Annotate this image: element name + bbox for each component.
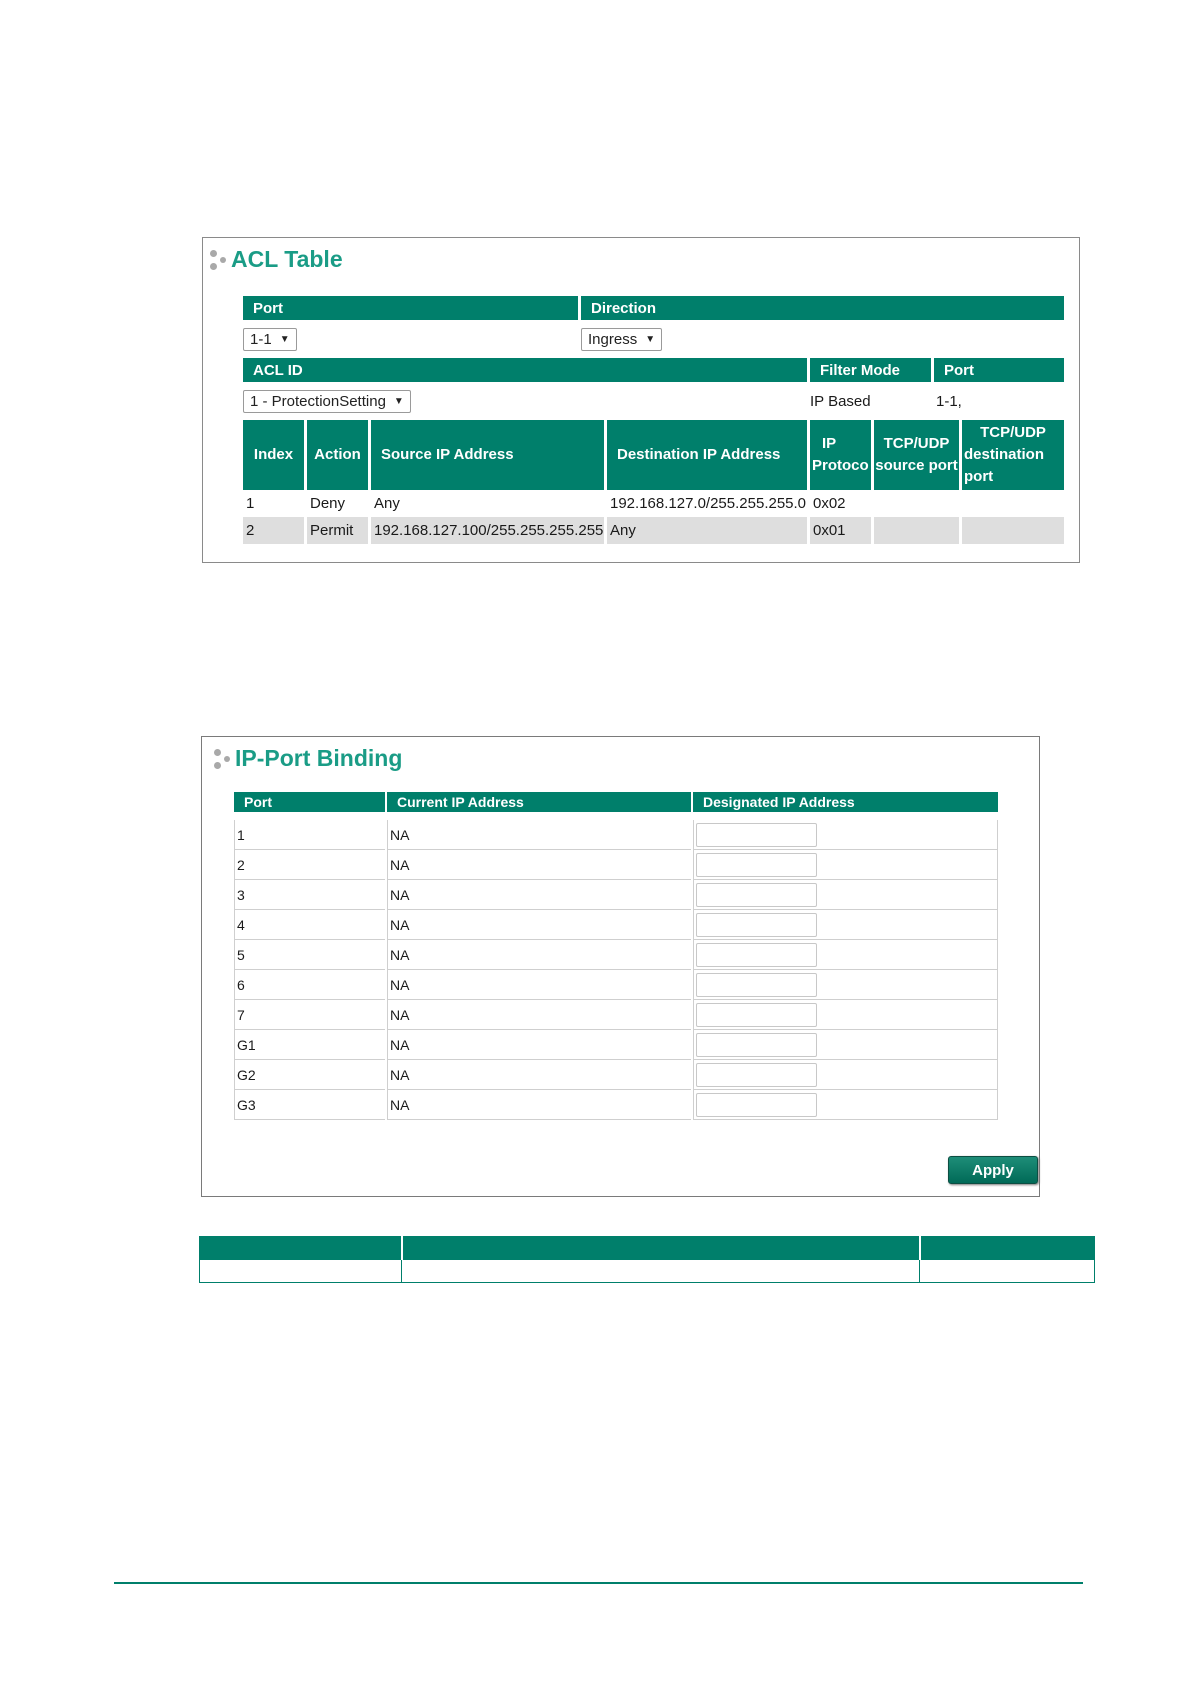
row-current-ip: NA: [387, 970, 691, 1000]
dropdown-arrow-icon: ▼: [393, 395, 404, 407]
col-ip-protocol-line1: IP: [822, 435, 837, 452]
row-index: 1: [246, 495, 255, 512]
row-current-ip: NA: [387, 940, 691, 970]
table-row: [234, 940, 998, 970]
table-row: [234, 1000, 998, 1030]
empty-header-cell: [920, 1237, 1095, 1260]
row-destination-ip: Any: [607, 517, 807, 544]
ip-port-binding-panel: [201, 736, 1040, 1197]
row-port: 3: [234, 880, 385, 910]
row-port: G3: [234, 1090, 385, 1120]
ip-port-binding-title: IP-Port Binding: [235, 745, 403, 771]
col-srcport-line1: TCP/UDP: [883, 435, 950, 452]
designated-ip-input[interactable]: [696, 943, 817, 967]
col-ip-protocol: [810, 420, 871, 490]
designated-ip-input[interactable]: [696, 1003, 817, 1027]
acl-port-direction-grid: [240, 296, 1067, 358]
row-port: G1: [234, 1030, 385, 1060]
col-dstport-line2: destination: [964, 446, 1045, 463]
col-ip-protocol-line2: Protoco: [812, 457, 869, 474]
port-select[interactable]: [243, 328, 297, 351]
acl-port-value: 1-1,: [936, 392, 962, 410]
row-current-ip: NA: [387, 880, 691, 910]
acl-id-grid: [240, 358, 1067, 420]
table-row: [234, 1030, 998, 1060]
ip-port-binding-header: [212, 745, 402, 772]
col-dstport-line1: TCP/UDP: [980, 424, 1046, 441]
row-source-port: [874, 490, 959, 517]
row-current-ip: NA: [387, 820, 691, 850]
empty-body-cell: [200, 1260, 402, 1283]
empty-header-cell: [200, 1237, 402, 1260]
col-port: Port: [234, 792, 385, 812]
col-designated-ip: Designated IP Address: [693, 792, 998, 812]
row-source-ip: Any: [374, 495, 400, 512]
row-action: Deny: [310, 495, 346, 512]
empty-header-cell: [402, 1237, 920, 1260]
row-protocol: 0x01: [810, 517, 871, 544]
dropdown-arrow-icon: ▼: [279, 333, 290, 345]
row-protocol: 0x02: [813, 495, 846, 512]
row-index: 2: [243, 517, 304, 544]
col-index: Index: [243, 420, 304, 490]
acl-table-title: ACL Table: [231, 246, 343, 272]
col-srcport-line2: source port: [875, 457, 958, 474]
direction-header: Direction: [581, 296, 1064, 320]
row-destination-port: [962, 490, 1064, 517]
row-current-ip: NA: [387, 1030, 691, 1060]
row-port: 7: [234, 1000, 385, 1030]
table-row: [234, 820, 998, 850]
port-header: Port: [243, 296, 578, 320]
acl-id-select[interactable]: [243, 390, 411, 413]
section-bullet-icon: [208, 249, 228, 271]
row-current-ip: NA: [387, 1000, 691, 1030]
row-action: Permit: [307, 517, 368, 544]
row-port: G2: [234, 1060, 385, 1090]
col-destination-ip: Destination IP Address: [607, 420, 807, 490]
row-port: 6: [234, 970, 385, 1000]
designated-ip-input[interactable]: [696, 1033, 817, 1057]
col-tcpudp-source-port: [874, 420, 959, 490]
ip-port-binding-table: [232, 792, 1000, 1120]
col-source-ip: Source IP Address: [371, 420, 604, 490]
acl-id-select-value: 1 - ProtectionSetting: [250, 392, 386, 410]
table-row: [234, 850, 998, 880]
port-select-value: 1-1: [250, 330, 272, 348]
table-row[interactable]: [243, 490, 1064, 517]
acl-table-header: [208, 246, 343, 273]
empty-description-table: [199, 1236, 1095, 1283]
direction-select-value: Ingress: [588, 330, 638, 348]
empty-body-cell: [920, 1260, 1095, 1283]
row-current-ip: NA: [387, 1090, 691, 1120]
table-row: [234, 1090, 998, 1120]
row-destination-port: [962, 517, 1064, 544]
row-current-ip: NA: [387, 1060, 691, 1090]
row-current-ip: NA: [387, 850, 691, 880]
col-dstport-line3: port: [964, 468, 994, 485]
col-current-ip: Current IP Address: [387, 792, 691, 812]
table-row: [234, 910, 998, 940]
designated-ip-input[interactable]: [696, 853, 817, 877]
col-tcpudp-destination-port: [962, 420, 1064, 490]
col-action: Action: [307, 420, 368, 490]
direction-select[interactable]: [581, 328, 662, 351]
footer-divider: [114, 1582, 1083, 1584]
table-row: [234, 1060, 998, 1090]
designated-ip-input[interactable]: [696, 913, 817, 937]
filter-mode-header: Filter Mode: [810, 358, 931, 382]
filter-mode-value: IP Based: [810, 392, 871, 410]
row-port: 1: [234, 820, 385, 850]
apply-button[interactable]: Apply: [948, 1156, 1038, 1184]
row-source-ip: 192.168.127.100/255.255.255.255: [371, 517, 604, 544]
row-source-port: [874, 517, 959, 544]
table-row: [234, 880, 998, 910]
acl-port-header: Port: [934, 358, 1064, 382]
acl-id-header: ACL ID: [243, 358, 807, 382]
row-destination-ip: 192.168.127.0/255.255.255.0: [610, 495, 807, 512]
row-port: 5: [234, 940, 385, 970]
designated-ip-input[interactable]: [696, 973, 817, 997]
acl-table-panel: [202, 237, 1080, 563]
acl-table-content: [240, 296, 1067, 544]
designated-ip-input[interactable]: [696, 1093, 817, 1117]
designated-ip-input[interactable]: [696, 823, 817, 847]
ip-port-binding-content: [232, 792, 1000, 1120]
table-row: [234, 970, 998, 1000]
designated-ip-input[interactable]: [696, 883, 817, 907]
table-row[interactable]: [243, 517, 1064, 544]
designated-ip-input[interactable]: [696, 1063, 817, 1087]
acl-rules-table: [240, 420, 1067, 544]
row-current-ip: NA: [387, 910, 691, 940]
row-port: 2: [234, 850, 385, 880]
row-port: 4: [234, 910, 385, 940]
section-bullet-icon: [212, 748, 232, 770]
dropdown-arrow-icon: ▼: [645, 333, 656, 345]
empty-body-cell: [402, 1260, 920, 1283]
